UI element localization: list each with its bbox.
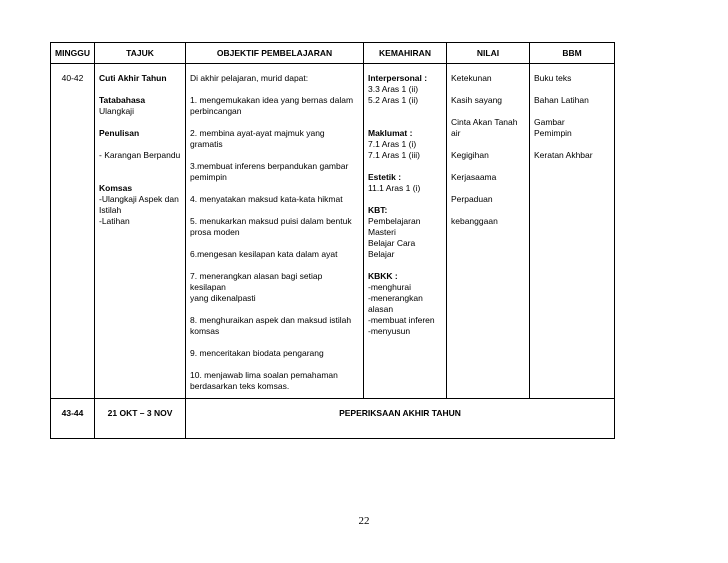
- peperiksaan-cell: PEPERIKSAAN AKHIR TAHUN: [186, 399, 615, 439]
- bbm-cell: [530, 64, 615, 399]
- header-minggu: MINGGU: [51, 43, 95, 64]
- nilai-item: Ketekunan: [451, 73, 492, 83]
- nilai-cell: [447, 64, 530, 399]
- kemahiran-item: 7.1 Aras 1 (i): [368, 139, 417, 149]
- kemahiran-item: KBKK :: [368, 271, 398, 281]
- tajuk-item: Istilah: [99, 205, 122, 215]
- kemahiran-item: -membuat inferen: [368, 315, 435, 325]
- kemahiran-cell: [364, 64, 447, 399]
- tajuk-item: Penulisan: [99, 128, 140, 138]
- header-tajuk: TAJUK: [95, 43, 186, 64]
- nilai-item: Perpaduan: [451, 194, 493, 204]
- objektif-item: 5. menukarkan maksud puisi dalam bentuk: [190, 216, 352, 226]
- objektif-item: 1. mengemukakan idea yang bernas dalam: [190, 95, 354, 105]
- page-number: 22: [358, 515, 370, 527]
- objektif-item: berdasarkan teks komsas.: [190, 381, 290, 391]
- objektif-item: 2. membina ayat-ayat majmuk yang gramatis: [190, 128, 325, 149]
- kemahiran-item: KBT:: [368, 205, 388, 215]
- kemahiran-item: 3.3 Aras 1 (ii): [368, 84, 419, 94]
- tajuk-item: - Karangan Berpandu: [99, 150, 181, 160]
- objektif-item: perbincangan: [190, 106, 242, 116]
- objektif-item: pemimpin: [190, 172, 227, 182]
- objektif-item: 7. menerangkan alasan bagi setiap kesilapan: [190, 271, 323, 292]
- kemahiran-item: -menghurai: [368, 282, 411, 292]
- bbm-item: Bahan Latihan: [534, 95, 589, 105]
- minggu-value: 40-42: [61, 73, 84, 83]
- kemahiran-item: Masteri: [368, 227, 396, 237]
- tajuk-item: Komsas: [99, 183, 133, 193]
- kemahiran-item: Belajar Cara: [368, 238, 416, 248]
- tajuk-item: Tatabahasa: [99, 95, 146, 105]
- objektif-item: prosa moden: [190, 227, 240, 237]
- objektif-item: 10. menjawab lima soalan pemahaman: [190, 370, 338, 380]
- kemahiran-item: 7.1 Aras 1 (iii): [368, 150, 420, 160]
- objektif-item: Di akhir pelajaran, murid dapat:: [190, 73, 309, 83]
- header-kemahiran: KEMAHIRAN: [364, 43, 447, 64]
- lesson-plan-table: [50, 42, 615, 439]
- objektif-item: 9. menceritakan biodata pengarang: [190, 348, 324, 358]
- header-bbm: BBM: [530, 43, 615, 64]
- header-objektif: OBJEKTIF PEMBELAJARAN: [186, 43, 364, 64]
- objektif-item: yang dikenalpasti: [190, 293, 256, 303]
- nilai-item: kebanggaan: [451, 216, 498, 226]
- kemahiran-item: Maklumat :: [368, 128, 413, 138]
- bbm-item: Pemimpin: [534, 128, 572, 138]
- header-nilai: NILAI: [447, 43, 530, 64]
- kemahiran-item: 5.2 Aras 1 (ii): [368, 95, 419, 105]
- objektif-item: komsas: [190, 326, 220, 336]
- objektif-item: 8. menghuraikan aspek dan maksud istilah: [190, 315, 352, 325]
- nilai-item: Cinta Akan Tanah: [451, 117, 518, 127]
- table-row: [51, 399, 615, 439]
- tajuk-item: -Ulangkaji Aspek dan: [99, 194, 179, 204]
- header-row: [51, 43, 615, 64]
- tajuk-item: Ulangkaji: [99, 106, 134, 116]
- kemahiran-item: Pembelajaran: [368, 216, 421, 226]
- tajuk-cell: [95, 64, 186, 399]
- tajuk-item: -Latihan: [99, 216, 130, 226]
- kemahiran-item: Interpersonal :: [368, 73, 428, 83]
- minggu-cell: 43-44: [51, 399, 95, 439]
- bbm-item: Buku teks: [534, 73, 572, 83]
- objektif-cell: [186, 64, 364, 399]
- kemahiran-item: Belajar: [368, 249, 395, 259]
- objektif-item: 4. menyatakan maksud kata-kata hikmat: [190, 194, 343, 204]
- objektif-item: 6.mengesan kesilapan kata dalam ayat: [190, 249, 338, 259]
- nilai-item: Kasih sayang: [451, 95, 503, 105]
- bbm-item: Keratan Akhbar: [534, 150, 593, 160]
- kemahiran-item: alasan: [368, 304, 394, 314]
- kemahiran-item: -menyusun: [368, 326, 411, 336]
- table-row: [51, 64, 615, 399]
- tajuk-item: Cuti Akhir Tahun: [99, 73, 167, 83]
- nilai-item: air: [451, 128, 461, 138]
- objektif-item: 3.membuat inferens berpandukan gambar: [190, 161, 349, 171]
- kemahiran-item: 11.1 Aras 1 (i): [368, 183, 421, 193]
- tajuk-cell: 21 OKT – 3 NOV: [95, 399, 186, 439]
- nilai-item: Kegigihan: [451, 150, 489, 160]
- minggu-cell: [51, 64, 95, 399]
- kemahiran-item: Estetik :: [368, 172, 402, 182]
- nilai-item: Kerjasaama: [451, 172, 497, 182]
- bbm-item: Gambar: [534, 117, 565, 127]
- kemahiran-item: -menerangkan: [368, 293, 423, 303]
